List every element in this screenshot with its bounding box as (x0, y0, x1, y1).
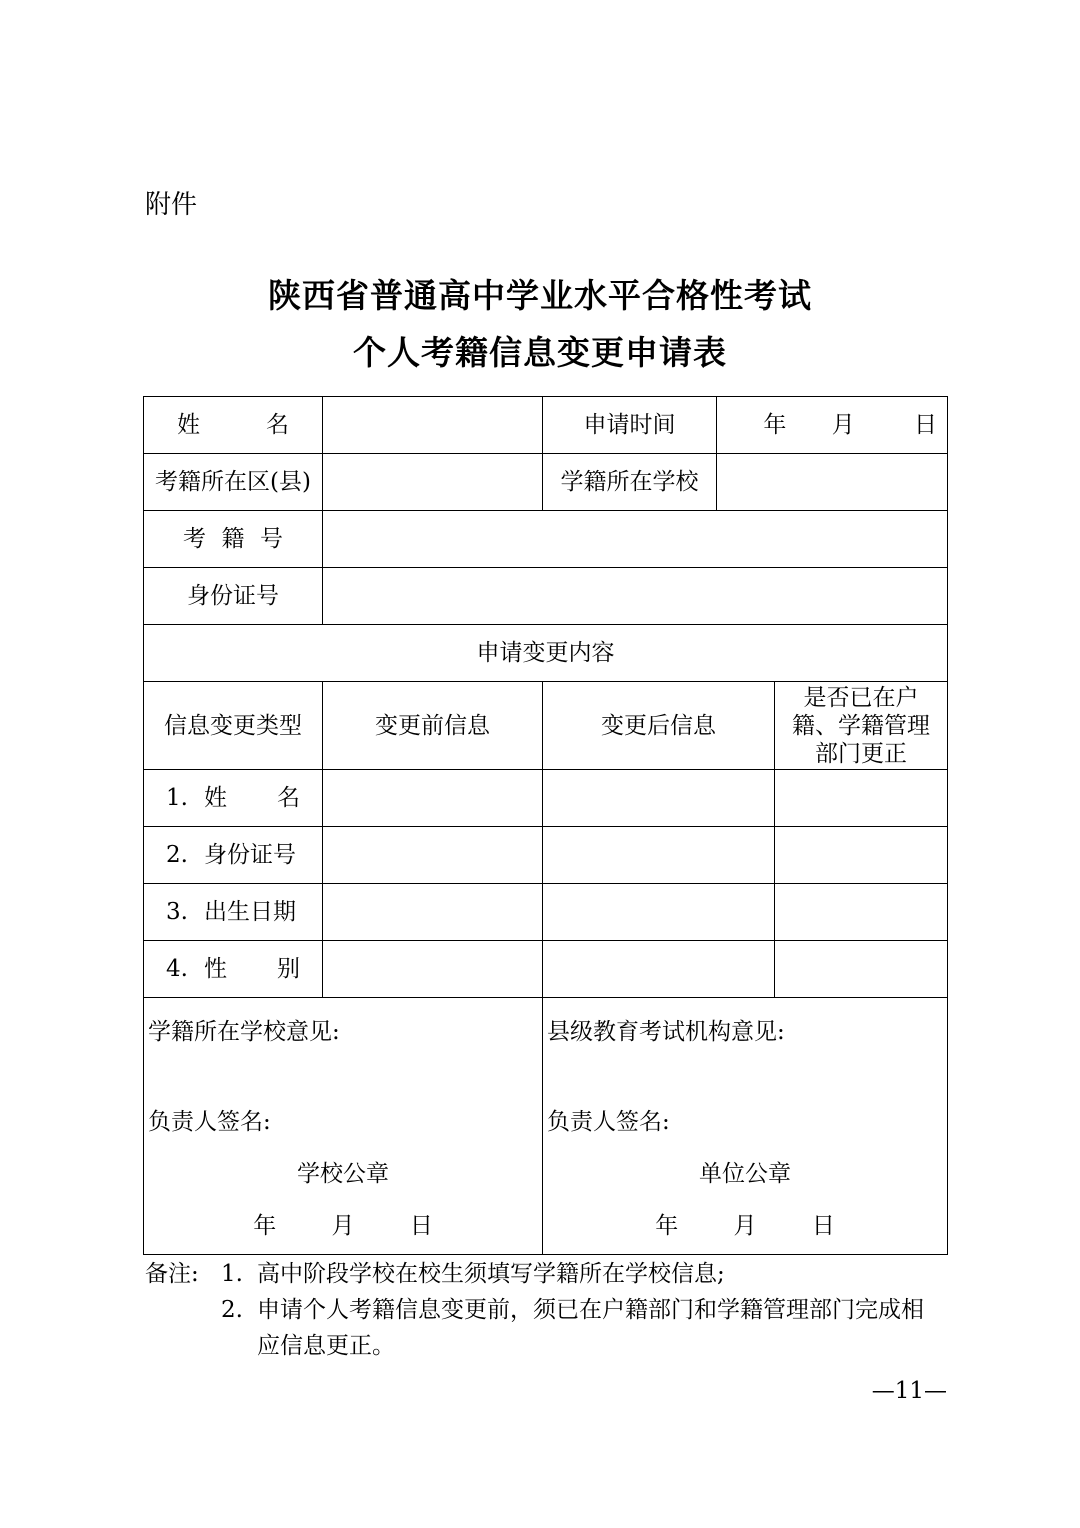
note-item (145, 1256, 929, 1292)
row-exam-no (144, 511, 948, 568)
note-item (145, 1292, 929, 1364)
name-label: 姓名 (177, 412, 289, 438)
change-type-cell (144, 770, 323, 827)
school-signature-label: 负责人签名: (148, 1109, 271, 1135)
apply-time-label-cell (543, 397, 717, 454)
date-year-label: 年 (763, 412, 787, 438)
notes-head: 备注: (145, 1261, 199, 1287)
change-type-cell (144, 884, 323, 941)
after-input-cell[interactable] (543, 941, 775, 998)
row-id-no (144, 568, 948, 625)
table-row (144, 827, 948, 884)
col-header-type: 信息变更类型 (144, 682, 323, 770)
row-district (144, 454, 948, 511)
county-seal-label: 单位公章 (699, 1161, 791, 1187)
county-signature-label: 负责人签名: (547, 1109, 670, 1135)
after-input-cell[interactable] (543, 884, 775, 941)
col-header-corrected-text: 是否已在户籍、学籍管理部门更正 (792, 684, 930, 767)
col-header-corrected (775, 682, 948, 770)
county-opinion-title: 县级教育考试机构意见: (547, 1019, 785, 1045)
table-row (144, 770, 948, 827)
before-input-cell[interactable] (323, 884, 543, 941)
change-type-cell (144, 827, 323, 884)
school-seal-label: 学校公章 (297, 1161, 389, 1187)
id-no-input-cell[interactable] (323, 568, 948, 625)
apply-time-input-cell[interactable] (717, 397, 948, 454)
after-input-cell[interactable] (543, 770, 775, 827)
district-input-cell[interactable] (323, 454, 543, 511)
corrected-input-cell[interactable] (775, 941, 948, 998)
date-month-label: 月 (831, 412, 855, 438)
change-item-num: 2. (166, 842, 188, 868)
corrected-input-cell[interactable] (775, 884, 948, 941)
date-month-label: 月 (733, 1213, 757, 1239)
county-opinion-cell[interactable] (543, 998, 948, 1255)
row-column-headers (144, 682, 948, 770)
school-label: 学籍所在学校 (560, 469, 699, 495)
section-title: 申请变更内容 (144, 625, 948, 682)
apply-time-label: 申请时间 (583, 412, 676, 438)
before-input-cell[interactable] (323, 770, 543, 827)
change-item-label: 出生日期 (204, 899, 296, 925)
before-input-cell[interactable] (323, 827, 543, 884)
form-title-line2: 个人考籍信息变更申请表 (353, 333, 727, 372)
corrected-input-cell[interactable] (775, 770, 948, 827)
change-item-num: 1. (166, 785, 188, 811)
attachment-label: 附件 (145, 190, 198, 220)
before-input-cell[interactable] (323, 941, 543, 998)
county-opinion-date (543, 1212, 947, 1240)
after-input-cell[interactable] (543, 827, 775, 884)
col-header-after: 变更后信息 (543, 682, 775, 770)
school-input-cell[interactable] (717, 454, 948, 511)
school-opinion-title: 学籍所在学校意见: (148, 1019, 340, 1045)
change-item-num: 4. (166, 956, 188, 982)
note-text: 申请个人考籍信息变更前，须已在户籍部门和学籍管理部门完成相应信息更正。 (257, 1297, 924, 1359)
table-row (144, 941, 948, 998)
col-header-before: 变更前信息 (323, 682, 543, 770)
row-name (144, 397, 948, 454)
note-num: 2. (221, 1297, 243, 1323)
id-no-label-cell (144, 568, 323, 625)
corrected-input-cell[interactable] (775, 827, 948, 884)
date-day-label: 日 (914, 412, 937, 438)
id-no-label: 身份证号 (187, 583, 279, 609)
note-num: 1. (221, 1261, 243, 1287)
exam-no-input-cell[interactable] (323, 511, 948, 568)
row-opinions (144, 998, 948, 1255)
school-opinion-date (144, 1212, 542, 1240)
change-item-num: 3. (166, 899, 188, 925)
change-item-label: 性别 (204, 956, 300, 982)
district-label-cell (144, 454, 323, 511)
exam-no-label-cell (144, 511, 323, 568)
date-month-label: 月 (331, 1213, 355, 1239)
district-label: 考籍所在区(县) (155, 469, 311, 495)
notes (145, 1256, 929, 1364)
application-form-table (143, 396, 948, 1255)
note-text: 高中阶段学校在校生须填写学籍所在学校信息; (257, 1261, 725, 1287)
date-day-label: 日 (409, 1213, 433, 1239)
school-opinion-cell[interactable] (144, 998, 543, 1255)
change-type-cell (144, 941, 323, 998)
name-label-cell (144, 397, 323, 454)
date-year-label: 年 (253, 1213, 277, 1239)
form-title-line1: 陕西省普通高中学业水平合格性考试 (268, 276, 812, 315)
date-day-label: 日 (811, 1213, 835, 1239)
school-label-cell (543, 454, 717, 511)
page-number: —11— (871, 1378, 947, 1404)
exam-no-label: 考籍号 (183, 526, 283, 552)
table-row (144, 884, 948, 941)
change-item-label: 姓名 (204, 785, 300, 811)
date-year-label: 年 (655, 1213, 679, 1239)
name-input-cell[interactable] (323, 397, 543, 454)
row-section-title (144, 625, 948, 682)
change-item-label: 身份证号 (204, 842, 296, 868)
